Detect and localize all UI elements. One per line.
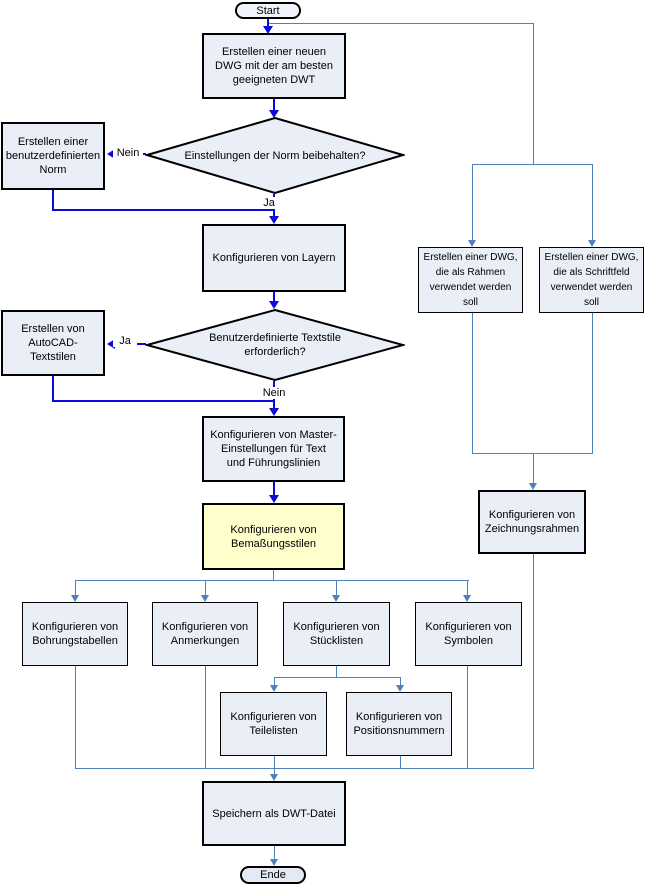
arrowhead-down-icon [396,685,404,692]
node-annotations: Konfigurieren von Anmerkungen [152,602,258,666]
flow-connector [273,99,275,110]
connector [75,580,76,595]
connector [269,23,534,24]
node-item-lists: Konfigurieren von Teilelisten [220,692,327,756]
edge-label-nein: Nein [257,387,291,399]
connector [592,164,593,240]
connector [274,846,275,859]
connector [273,570,274,580]
connector [336,580,337,595]
node-drawing-frames: Konfigurieren von Zeichnungsrahmen [478,490,586,554]
connector [467,580,468,595]
node-parts-lists: Konfigurieren von Stücklisten [283,602,390,666]
arrowhead-down-icon [269,408,279,416]
flow-connector [273,482,275,495]
connector [533,453,534,483]
connector [533,554,534,769]
node-symbols: Konfigurieren von Symbolen [415,602,522,666]
node-create-new-dwg: Erstellen einer neuen DWG mit der am besten geeigneten DWT [202,33,346,99]
connector [472,164,593,165]
arrowhead-down-icon [270,859,278,866]
node-position-numbers: Konfigurieren von Positionsnummern [346,692,452,756]
connector [205,580,206,595]
edge-label-nein: Nein [113,147,143,159]
flow-connector [52,376,54,402]
flow-connector [52,209,275,211]
flow-connector [52,400,275,402]
node-hole-tables: Konfigurieren von Bohrungstabellen [22,602,128,666]
connector [75,768,534,769]
node-dimension-styles: Konfigurieren von Bemaßungsstilen [202,503,345,570]
arrowhead-down-icon [269,301,279,309]
node-configure-layers: Konfigurieren von Layern [202,224,346,292]
connector [205,666,206,769]
connector [472,313,473,454]
decision-textstyles-label: Benutzerdefinierte Textstile erforderlich? [209,332,341,358]
node-autocad-textstyles: Erstellen von AutoCAD- Textstilen [1,310,105,376]
arrowhead-down-icon [468,240,476,247]
node-save-dwt: Speichern als DWT-Datei [202,781,346,846]
connector [75,666,76,769]
arrowhead-down-icon [463,595,471,602]
arrowhead-down-icon [332,595,340,602]
arrowhead-down-icon [269,216,279,224]
connector [533,23,534,164]
arrowhead-down-icon [71,595,79,602]
decision-norm-label: Einstellungen der Norm beibehalten? [184,149,366,162]
arrowhead-down-icon [588,240,596,247]
arrowhead-down-icon [201,595,209,602]
arrowhead-down-icon [270,685,278,692]
connector [592,313,593,454]
start-label: Start [256,4,280,17]
node-dwg-border: Erstellen einer DWG, die als Rahmen verwendet werden soll [418,247,523,313]
flow-connector [267,19,269,26]
edge-label-ja: Ja [113,335,137,347]
arrowhead-down-icon [270,774,278,781]
connector [472,164,473,240]
edge-label-ja: Ja [259,197,279,209]
end-terminator [240,866,306,884]
start-terminator [235,2,301,19]
node-master-settings: Konfigurieren von Master- Einstellungen für Text und Führungslinien [202,416,345,482]
arrowhead-down-icon [529,483,537,490]
flow-connector [52,190,54,211]
connector [75,580,469,581]
node-custom-norm: Erstellen einer benutzerdefinierten Norm [1,122,105,190]
end-label: Ende [260,869,286,881]
node-dwg-titleblock: Erstellen einer DWG, die als Schriftfeld verwendet werden soll [539,247,644,313]
connector [467,666,468,769]
connector [274,677,401,678]
arrowhead-down-icon [269,495,279,503]
